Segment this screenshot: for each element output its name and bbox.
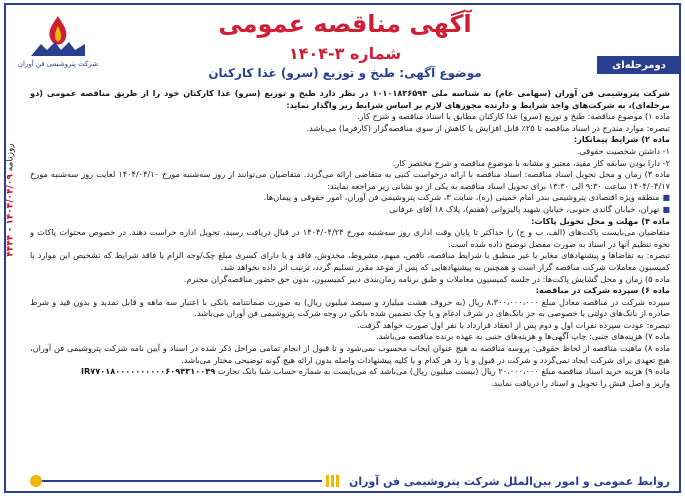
article-5: ماده ۵) زمان و محل گشایش پاکت‌ها: در جلسه کمیسیون معاملات و طبق برنامه زمان‌بندی دبیر کمیسیون، بدون حق حضور مناقصه‌گران محترم. [183, 273, 670, 284]
article-1-note: تبصره: موارد مندرج در اسناد مناقصه تا ۲۵٪ قابل افزایش یا کاهش از سوی مناقصه‌گزار (کارفرما) می‌باشد. [306, 122, 670, 133]
tender-stage-badge: دومرحله‌ای [597, 56, 681, 74]
newspaper-name: روزنامه [6, 143, 16, 172]
address-1: منطقه ویژه اقتصادی پتروشیمی بندر امام خمینی (ره)، سایت ۳، شرکت پتروشیمی فن آوران، امور حقوقی و پیمان‌ها. [263, 192, 660, 203]
article-7: ماده ۷) هزینه‌های جنبی: چاپ آگهی‌ها و هزینه‌های جنبی به عهده برنده مناقصه می‌باشد. [376, 331, 670, 342]
address-item-1 [30, 192, 670, 204]
article-6-text: سپرده شرکت در مناقصه معادل مبلغ ۸،۳۰۰،۰۰۰،۰۰۰ ریال (به حروف هشت میلیارد و سیصد میلیون ریال) به صورت ضمانتنامه بانکی با اعتبار سه ماهه و قابل تمدید و بدون قید و شرط صادره از بانک‌های دولتی یا خصوصی به جز بانک‌های در شرف ادغام و یا چک تضمین شده بانکی در وجه شرکت پتروشیمی فن آوران می‌باشد. [30, 296, 670, 319]
bullet-icon: ■ [662, 193, 670, 203]
article-1: ماده ۱) موضوع مناقصه: طبخ و توزیع (سرو) غذا کارکنان مطابق با اسناد مناقصه و شرح کار. [357, 111, 670, 122]
address-item-2 [30, 204, 670, 216]
article-4-heading: ماده ۴) مهلت و محل تحویل پاکات: [531, 215, 670, 226]
flame-logo-icon [27, 14, 89, 58]
decorative-bars-icon [326, 475, 339, 487]
article-2-heading: ماده ۲) شرایط پیمانکار: [573, 134, 670, 145]
tender-number: شماره ۳-۱۴۰۴ [288, 44, 402, 63]
article-4-note: تبصره: به تقاضاها و پیشنهادهای مغایر یا غیر منطبق با شرایط مناقصه، ناقص، مبهم، مشروط، مخدوش، فاقد و یا دارای کسری مبلغ چک/وجه الزام یا فاقد شرایط که تشخیص این موارد با کمیسیون معاملات شرکت مناقصه گزار است و همچنین به پیشنهادهایی که پس از موعد مقرر تسلیم گردد، ترتیب اثر داده نخواهد شد. [30, 250, 670, 272]
article-9 [30, 366, 670, 378]
footer-text: روابط عمومی و امور بین‌الملل شرکت پتروشیمی فن آوران [349, 474, 670, 488]
article-9-text: ماده ۹) هزینه خرید اسناد مناقصه مبلغ ۲۰،۰۰۰،۰۰۰ ریال (بیست میلیون ریال) می‌باشد که می‌بایست به شماره حساب شبا بانک تجارت [217, 366, 670, 377]
tender-subject: موضوع آگهی: طبخ و توزیع (سرو) غذا کارکنان [208, 66, 482, 80]
iban-number: IR۷۷۰۱۸۰۰۰۰۰۰۰۰۰۰۶۰۹۴۳۱۰۰۴۹ [80, 366, 216, 377]
article-6-note: تبصره: عودت سپرده نفرات اول و دوم پس از انعقاد قرارداد با نفر اول صورت خواهد گرفت. [357, 319, 670, 330]
footer-bar [26, 472, 676, 490]
logo-caption: شرکت پتروشیمی فن آوران [17, 60, 99, 68]
article-4-text: متقاضیان می‌بایست پاکت‌های (الف، ب و ج) را حداکثر تا پایان وقت اداری روز سه‌شنبه مورخ ۱۴۰۴/۰۴/۲۴ در قبال دریافت رسید، تحویل اداره حراست دهند. در خصوص محتوات پاکات و نحوه تنظیم آنها در اسناد به صورت مفصل توضیح داده شده است. [30, 227, 670, 249]
article-6-heading: ماده ۶) سپرده شرکت در مناقصه: [535, 285, 670, 296]
ad-body [30, 88, 670, 466]
article-2-item-2: ۲- دارا بودن سابقه کار مفید، معتبر و مشابه با موضوع مناقصه و شرح مختصر کار. [392, 157, 670, 168]
article-8: ماده ۸) ماهیت مناقصه از لحاظ حقوقی: پروسه مناقصه به هیچ عنوان ایجاب محسوب نمی‌شود و تا قبول از انجام تمامی مراحل ذکر شده در اسناد و آیین نامه شرکت پتروشیمی فن آوران، هیچ تعهدی برای شرکت ایجاد نمی‌گردد و شرکت در قبول و یا رد هر کدام و یا کلیه پیشنهادات واصله بدون ارائه هیچ گونه توضیحی مختار می‌باشد. [30, 343, 670, 365]
company-logo [14, 14, 102, 84]
footer-line [42, 480, 322, 482]
article-3: ماده ۳) زمان و محل تحویل اسناد مناقصه: اسناد مناقصه با ارائه درخواست کتبی به متقاضی ارائه می‌گردد. متقاضیان می‌توانند از روز سه‌شنبه مورخ ۱۴۰۴/۰۴/۱۰ لغایت روز سه‌شنبه مورخ ۱۴۰۴/۰۴/۱۷ ساعت ۹:۳۰ الی ۱۳:۳۰ برای تحویل اسناد مناقصه به یکی از دو نشانی زیر مراجعه نمایند: [30, 169, 670, 191]
location-pin-icon [30, 475, 42, 487]
article-2-item-1: ۱- داشتن شخصیت حقوقی. [576, 145, 670, 156]
ad-title: آگهی مناقصه عمومی [218, 10, 472, 38]
intro-paragraph: شرکت پتروشیمی فن آوران (سهامی عام) به شناسه ملی ۱۰۱۰۱۸۳۶۵۹۴ در نظر دارد طبخ و توزیع (سرو) غذا کارکنان خود را از طریق مناقصه عمومی (دو مرحله‌ای)، به شرکت‌های واجد شرایط و دارنده مجوزهای لازم بر اساس شرایط زیر واگذار نماید: [30, 88, 670, 110]
publish-date: ۱۴۰۴/۰۴/۰۹ - ۴۴۴۴ [6, 174, 16, 257]
newspaper-side-tag [0, 80, 22, 320]
address-2: تهران، خیابان گاندی جنوبی، خیابان شهید پالیزوانی (هفتم)، پلاک ۱۸ آقای عرفانی [389, 203, 660, 214]
article-9-end: واریز و اصل فیش را تحویل و اسناد را دریافت نمایند. [490, 377, 670, 388]
bullet-icon: ■ [662, 204, 670, 214]
